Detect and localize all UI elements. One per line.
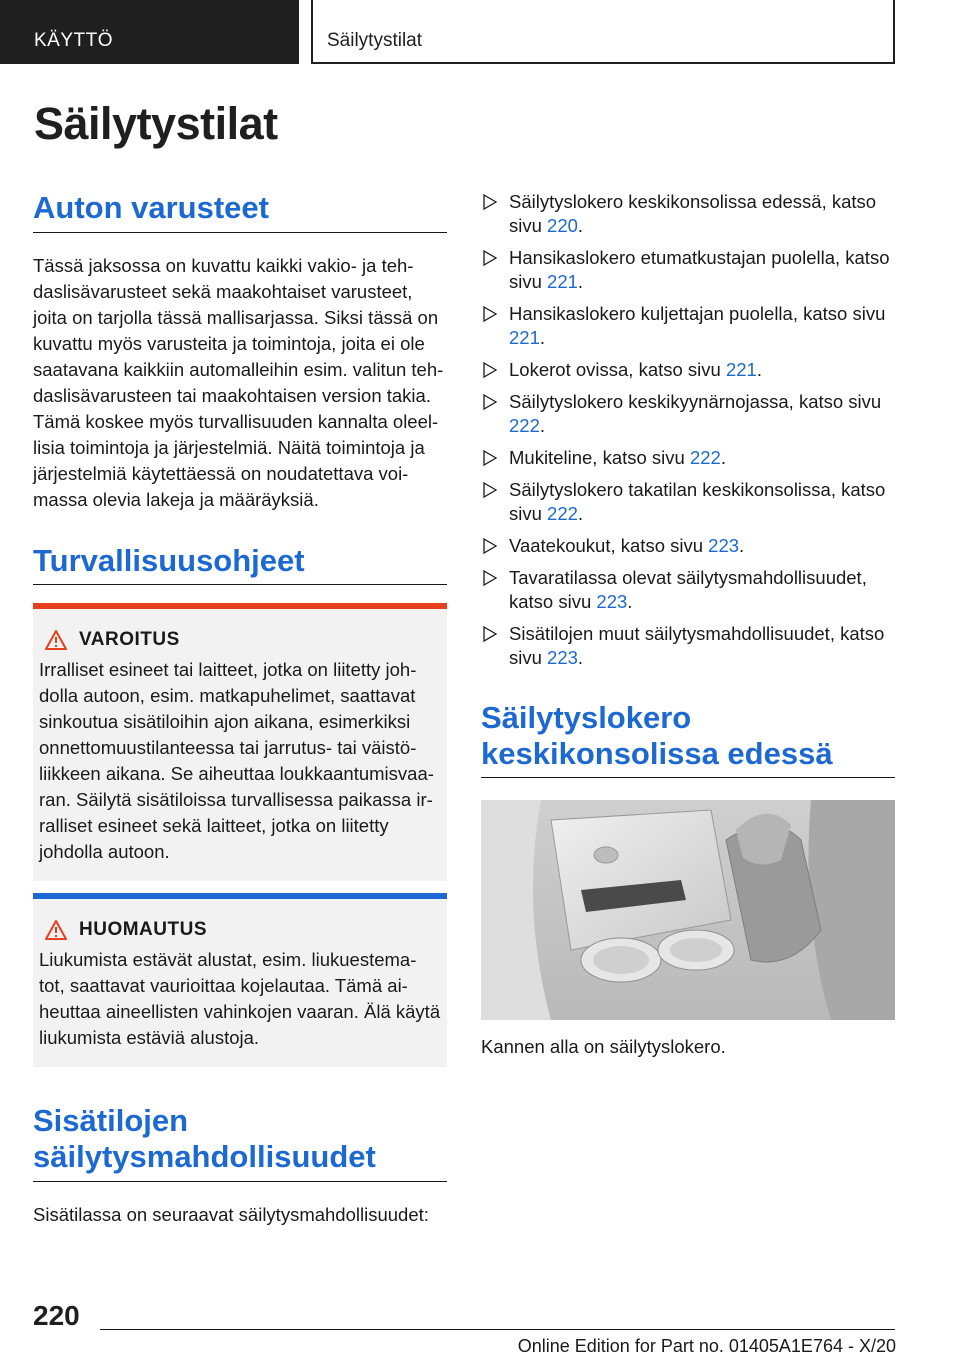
warning-triangle-icon: [45, 920, 67, 940]
list-item: Tavaratilassa olevat säilytysmahdollisuudet, katso sivu 223.: [481, 566, 895, 614]
list-item-text: Mukiteline, katso sivu: [509, 447, 690, 468]
storage-list: [481, 190, 895, 670]
page-link[interactable]: 221: [725, 359, 757, 380]
list-item: Lokerot ovissa, katso sivu 221.: [481, 358, 895, 382]
list-item-text: Säilytyslokero keskikonsolissa edessä, katso sivu: [509, 191, 877, 236]
list-item-text: Vaatekoukut, katso sivu: [509, 535, 709, 556]
list-item: Hansikaslokero etumatkustajan puolella, katso sivu 221.: [481, 246, 895, 294]
left-column: [33, 190, 447, 1228]
page-link[interactable]: 221: [547, 271, 578, 292]
right-column: [481, 190, 895, 1060]
triangle-bullet-icon: [483, 538, 497, 554]
footer-edition: Online Edition for Part no. 01405A1E764 - X/20: [517, 1336, 896, 1356]
list-item: Säilytyslokero takatilan keskikonsolissa, katso sivu 222.: [481, 478, 895, 526]
warning-triangle-icon: [45, 630, 67, 650]
heading-storage: Sisätilojen säilytysmahdollisuudet: [33, 1103, 447, 1181]
footer-divider: [100, 1329, 895, 1330]
list-item-text: Tavaratilassa olevat säilytysmahdollisuudet, katso sivu: [509, 567, 867, 612]
list-item-text: Hansikaslokero kuljettajan puolella, katso sivu: [509, 303, 886, 324]
heading-front-storage: Säilytyslokero keskikonsolissa edessä: [481, 700, 895, 778]
triangle-bullet-icon: [483, 306, 497, 322]
list-item: Sisätilojen muut säilytysmahdollisuudet, katso sivu 223.: [481, 622, 895, 670]
triangle-bullet-icon: [483, 394, 497, 410]
triangle-bullet-icon: [483, 482, 497, 498]
notice-header: [45, 919, 441, 941]
console-illustration: [481, 800, 895, 1020]
page-title: Säilytystilat: [34, 98, 278, 149]
photo-caption: Kannen alla on säilytyslokero.: [481, 1036, 726, 1058]
warning-box: [33, 603, 447, 881]
notice-title: HUOMAUTUS: [79, 919, 207, 941]
list-item-text: Sisätilojen muut säilytysmahdollisuudet, katso sivu: [509, 623, 885, 668]
console-storage-photo: [481, 800, 895, 1020]
warning-header: [45, 629, 441, 651]
list-item-text: Lokerot ovissa, katso sivu: [509, 359, 726, 380]
list-item: Vaatekoukut, katso sivu 223.: [481, 534, 895, 558]
page-number: 220: [33, 1300, 80, 1331]
list-item: Säilytyslokero keskikyynärnojassa, katso sivu 222.: [481, 390, 895, 438]
header-section-tab: [0, 0, 299, 64]
list-item: Säilytyslokero keskikonsolissa edessä, katso sivu 220.: [481, 190, 895, 238]
heading-equipment: Auton varusteet: [33, 190, 447, 233]
warning-title: VAROITUS: [79, 629, 180, 651]
header-chapter-label: Säilytystilat: [327, 30, 423, 51]
triangle-bullet-icon: [483, 250, 497, 266]
page-link[interactable]: 223: [547, 647, 578, 668]
equipment-paragraph: Tässä jaksossa on kuvattu kaikki vakio- ja teh-daslisävarusteet sekä maakohtaiset varusteet, joita on tarjolla tässä mallisarjassa. Siksi tässä on kuvattu myös varusteita ja toimintoja, joita ei ole saatavana kaikkiin automalleihin esim. valitun teh-daslisävarusteen tai maakohtaisen version takia. Tämä koskee myös turvallisuuden kannalta oleel-lisia toimintoja ja järjestelmiä. Näitä toimintoja ja järjestelmiä käytettäessä on noudatettava voi-massa olevia lakeja ja määräyksiä.: [33, 254, 444, 510]
heading-safety: Turvallisuusohjeet: [33, 543, 447, 586]
page-link[interactable]: 222: [689, 447, 721, 468]
list-item: Mukiteline, katso sivu 222.: [481, 446, 895, 470]
triangle-bullet-icon: [483, 450, 497, 466]
page-link[interactable]: 222: [547, 503, 578, 524]
list-item-text: Hansikaslokero etumatkustajan puolella, katso sivu: [509, 247, 890, 292]
notice-box: [33, 893, 447, 1067]
page-link[interactable]: 223: [596, 591, 628, 612]
list-item-text: Säilytyslokero keskikyynärnojassa, katso sivu: [509, 391, 882, 412]
warning-text: Irralliset esineet tai laitteet, jotka on liitetty joh-dolla autoon, esim. matkapuhelimet, saattavat sinkoutua sisätiloihin ajon aikana, esimerkiksi onnettomuustilanteessa tai jarrutus- tai väistö-liikkeen aikana. Se aiheuttaa loukkaantumisvaa-ran. Säilytä sisätiloissa turvallisessa paikassa ir-ralliset esineet sekä laitteet, jotka on liitetty johdolla autoon.: [39, 659, 434, 863]
triangle-bullet-icon: [483, 194, 497, 210]
triangle-bullet-icon: [483, 570, 497, 586]
page-link[interactable]: 223: [708, 535, 740, 556]
page-link[interactable]: 221: [509, 327, 540, 348]
notice-text: Liukumista estävät alustat, esim. liukuestema-tot, saattavat vaurioittaa kojelautaa. Tämä ai-heuttaa aineellisten vahinkojen vaaran. Älä käytä liukumista estäviä alustoja.: [39, 949, 441, 1049]
triangle-bullet-icon: [483, 626, 497, 642]
triangle-bullet-icon: [483, 362, 497, 378]
page-link[interactable]: 222: [509, 415, 540, 436]
storage-intro: Sisätilassa on seuraavat säilytysmahdollisuudet:: [33, 1203, 429, 1225]
header-chapter-tab: [311, 0, 895, 64]
header-section-label: KÄYTTÖ: [34, 30, 114, 51]
list-item-text: Säilytyslokero takatilan keskikonsolissa, katso sivu: [509, 479, 886, 524]
page-link[interactable]: 220: [547, 215, 578, 236]
list-item: Hansikaslokero kuljettajan puolella, katso sivu 221.: [481, 302, 895, 350]
